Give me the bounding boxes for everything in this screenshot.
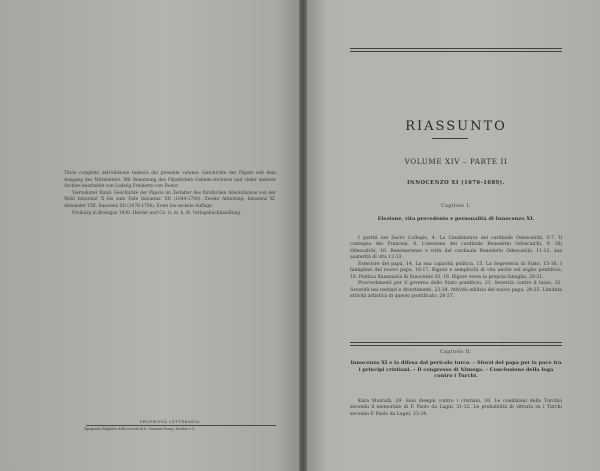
book-gutter <box>299 0 307 471</box>
pope-line: INNOCENZO XI (1676-1689). <box>407 180 505 186</box>
divider <box>86 425 276 426</box>
summary-paragraph: Esteriore del papa, 14. La sua capacità politica, 15. La Segreteria di Stato, 15-16. I famigliari del nuovo papa, 16-17. Rigore e semplicità di vita anche sul soglio pontificio, 18. Politica finanziaria di Innocenzo XI, 19. Rigore verso la propria famiglia, 20-21. <box>350 261 562 280</box>
chapter-heading: Innocenzo XI e la difesa dal pericolo turco. – Sforzi del papa per la pace tra i principi cristiani. – Il congresso di Nimega. – Conclusione della lega contro i Turchi. <box>350 360 562 380</box>
page-title: RIASSUNTO <box>405 119 507 134</box>
title-underline <box>432 138 468 139</box>
note-paragraph: Titolo completo dell'edizione tedesca del presente volume: Geschichte der Päpste seit dem Ausgang des Mittelalters. Mit Benutzung des Päpstlichen Geheim-Archives und vieler anderer Archive bearbeitet von Ludwig Freiherrn von Pastor. <box>64 171 276 190</box>
note-paragraph: Vierzehnter Band: Geschichte der Päpste im Zeitalter des fürstlichen Absolutismus von der Wahl Innozenz' X bis zum Tode Innozenz' XII (1644-1700). Zweite Abteilung: Innozenz XI, Alexander VIII, Innozenz XII (1676-1700). Erste bis sechste Auflage. <box>64 190 276 209</box>
chapter-summary <box>350 399 562 418</box>
top-rule <box>350 48 562 49</box>
chapter-summary <box>350 236 562 301</box>
chapter-label: Capitolo II. <box>439 350 473 355</box>
summary-paragraph: I partiti nel Sacro Collegio, 4. La Candidatura del cardinale Odescalchi, 5-7. Il contegno dei Francesi, 8. L'elezione del cardinale Benedetto Odescalchi, 9. Gli Odescalchi, 10. Benemerenze e virtù del cardinale Benedetto Odescalchi, 11-12; sua austerità di vita 12-13. <box>350 236 562 261</box>
chapter-label: Capitolo I. <box>441 204 471 209</box>
volume-line: VOLUME XIV – PARTE II <box>404 157 508 166</box>
top-rule-thin <box>350 51 562 52</box>
summary-paragraph: Kara Mustafà, 29. Suoi disegni contro i cristiani, 30. Le condizioni della Turchia secondo il memoriale di P. Paolo da Lagni, 31-32. Le probabilità di vittoria su i Turchi secondo P. Paolo da Lagni, 33-34. <box>350 399 562 417</box>
note-paragraph: Freiburg in Breisgau 1930. Herder und Co. G. m. b. H. Verlagsbuchhandlung. <box>72 210 242 216</box>
property-label: PROPRIETÀ LETTERARIA <box>140 420 200 424</box>
section-rule <box>350 342 562 343</box>
chapter-heading: Elezione, vita precedente e personalità di Innocenzo XI. <box>377 216 535 222</box>
printer-line: Tipografia Poliglotta della Società di S. Giovanni Evang. Desclée e C. <box>84 427 196 431</box>
summary-paragraph: Provvedimenti per il governo dello Stato pontificio, 21. Severità contro il lusso, 22. Severità nei vestiari e divertimenti, 23-24. Attività edilizia del nuovo papa, 24-25. Limitata attività artistica di questo pontificato, 26-27. <box>350 281 562 300</box>
section-rule-thin <box>350 345 562 346</box>
edition-note <box>64 171 276 217</box>
